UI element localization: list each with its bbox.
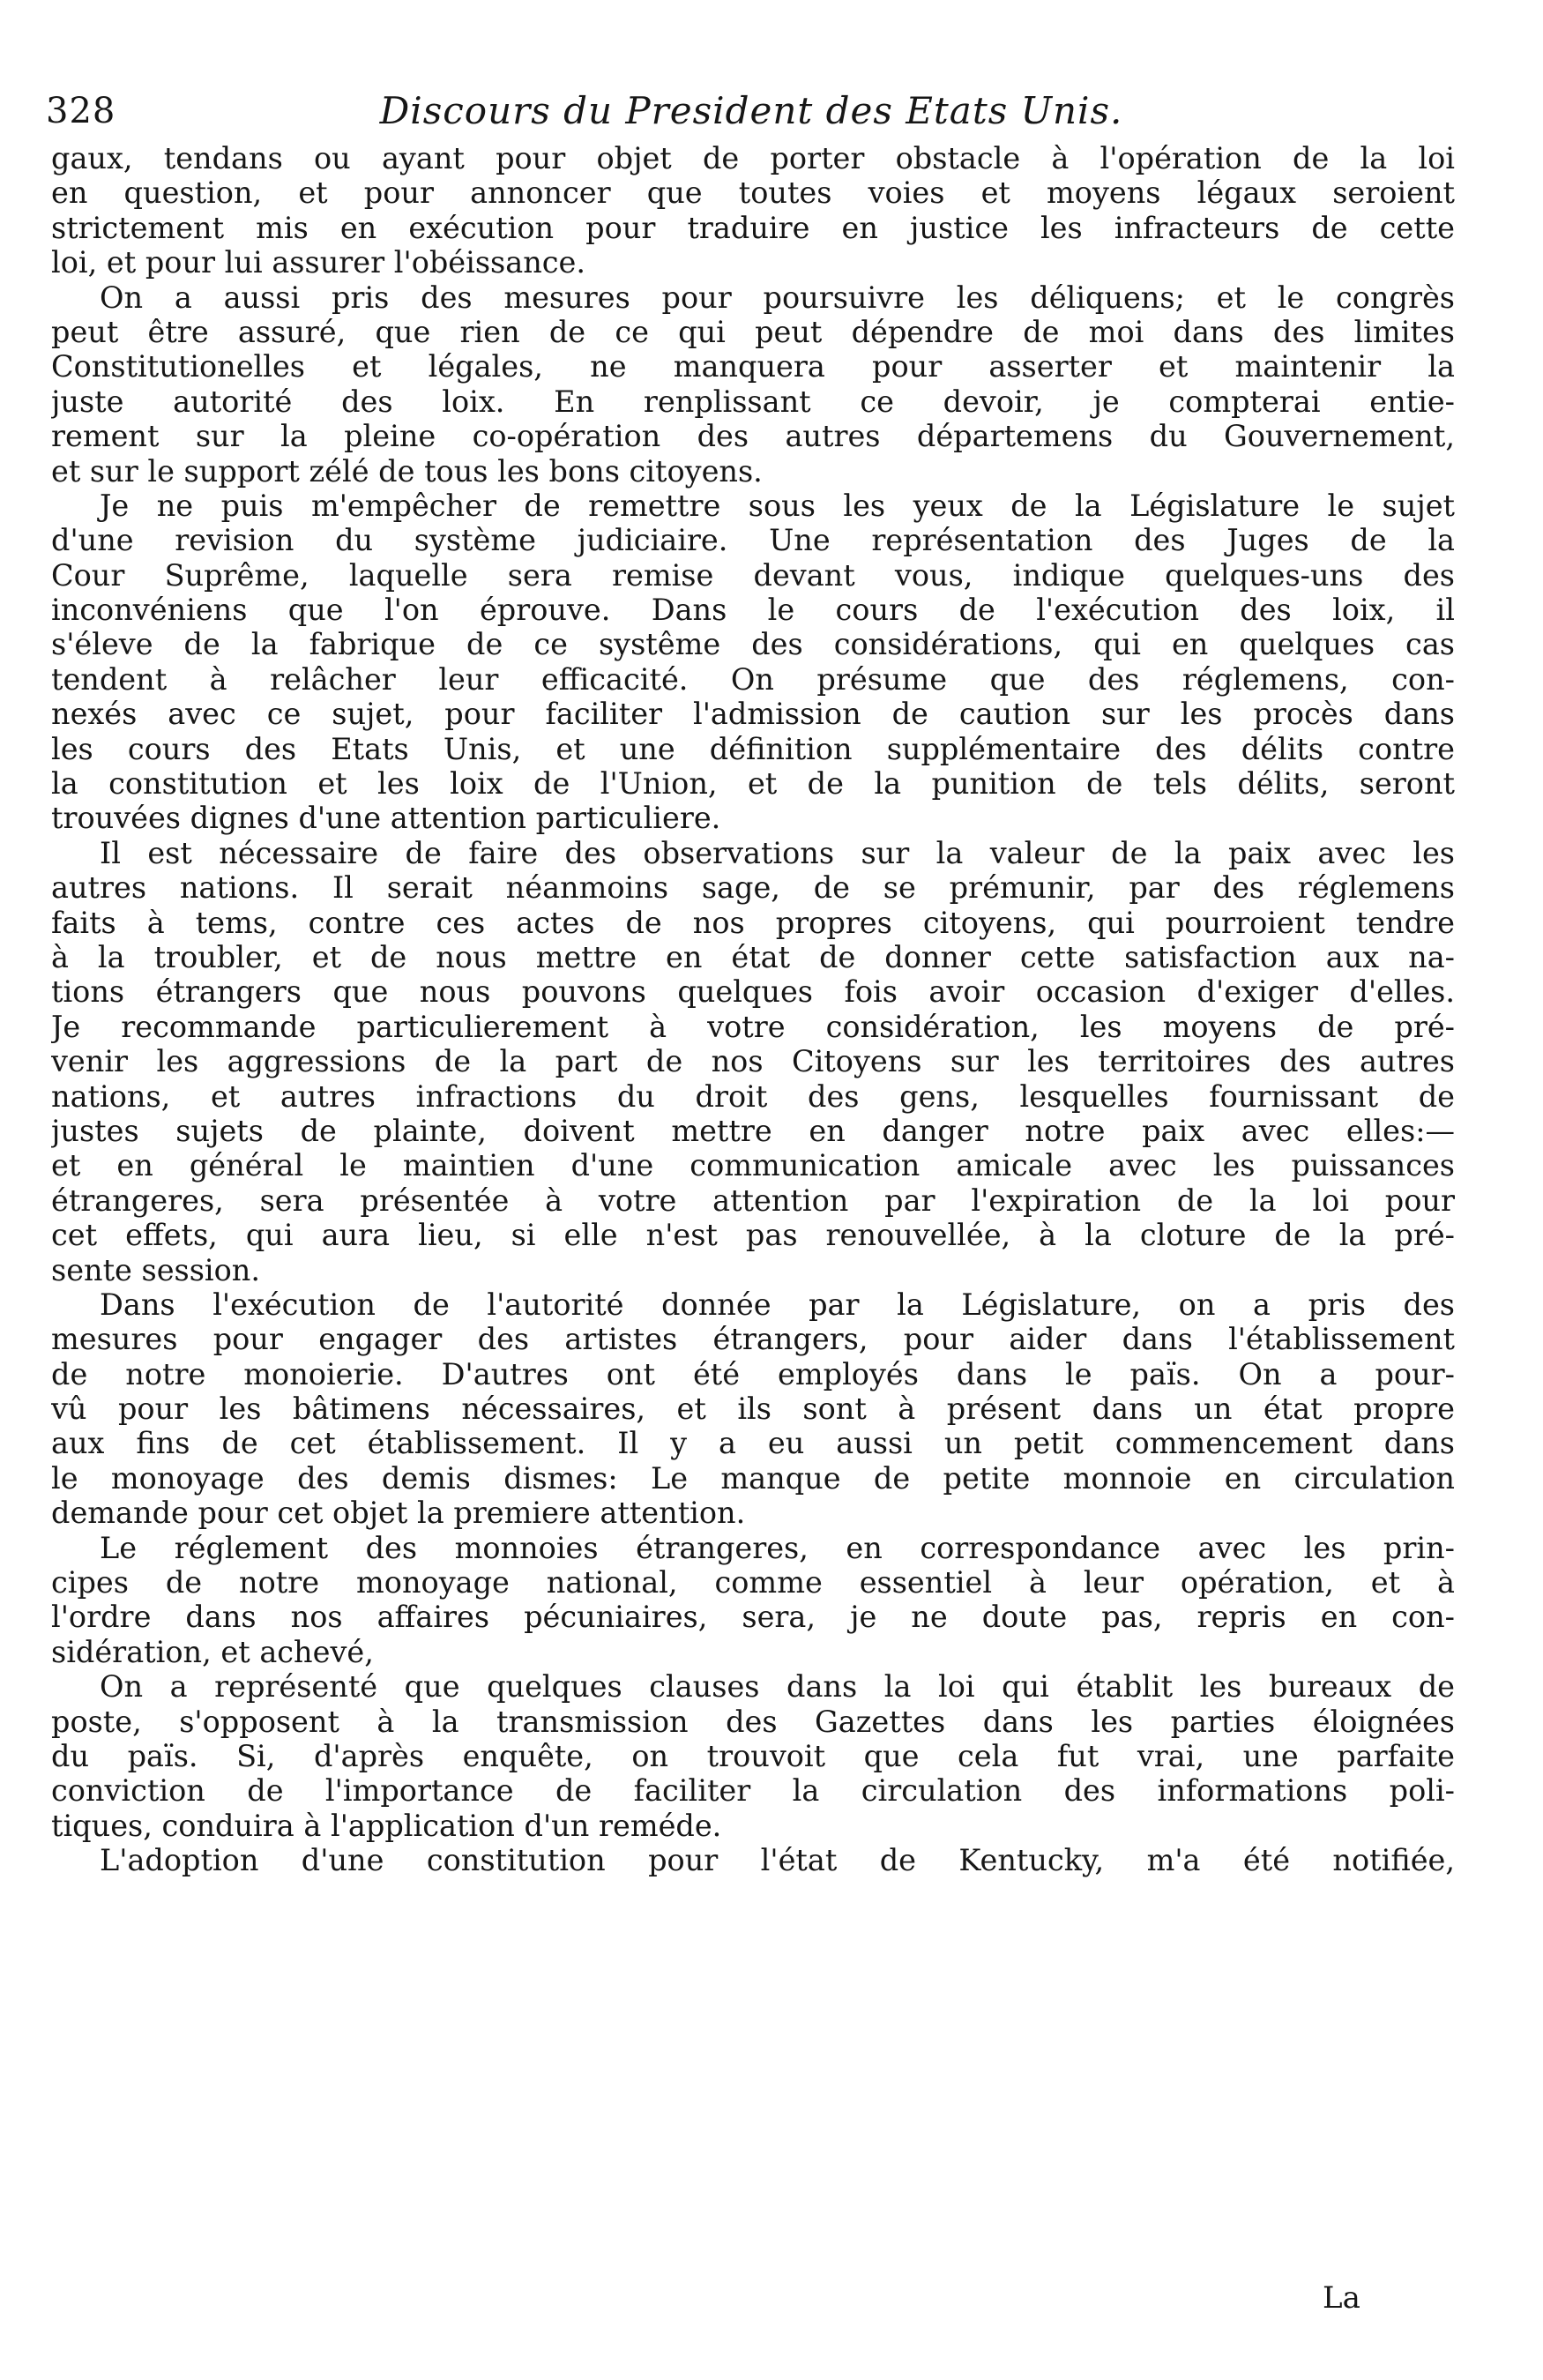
text-line: en question, et pour annoncer que toutes voies et moyens légaux seroient xyxy=(51,175,1455,211)
text-line: autres nations. Il serait néanmoins sage, de se prémunir, par des réglemens xyxy=(51,870,1455,906)
text-line: rement sur la pleine co-opération des autres départemens du Gouvernement, xyxy=(51,419,1455,454)
text-line: sidération, et achevé, xyxy=(51,1634,374,1669)
text-line: les cours des Etats Unis, et une définition supplémentaire des délits contre xyxy=(51,731,1455,766)
text-line: et sur le support zélé de tous les bons citoyens. xyxy=(51,453,763,489)
text-line: et en général le maintien d'une communication amicale avec les puissances xyxy=(51,1148,1455,1183)
text-line: étrangeres, sera présentée à votre attention par l'expiration de la loi pour xyxy=(51,1183,1455,1218)
running-title: Discours du President des Etats Unis. xyxy=(379,89,1123,132)
text-line: Je ne puis m'empêcher de remettre sous les yeux de la Législature le sujet xyxy=(100,488,1455,523)
text-line: s'éleve de la fabrique de ce systême des considérations, qui en quelques cas xyxy=(51,627,1455,662)
text-line: d'une revision du système judiciaire. Une représentation des Juges de la xyxy=(51,523,1455,558)
text-line: mesures pour engager des artistes étrangers, pour aider dans l'établissement xyxy=(51,1322,1455,1357)
text-line: poste, s'opposent à la transmission des Gazettes dans les parties éloignées xyxy=(51,1704,1455,1739)
text-line: cet effets, qui aura lieu, si elle n'est pas renouvellée, à la cloture de la pré- xyxy=(51,1218,1455,1253)
text-line: le monoyage des demis dismes: Le manque de petite monnoie en circulation xyxy=(51,1460,1455,1496)
text-line: conviction de l'importance de faciliter la circulation des informations poli- xyxy=(51,1773,1455,1809)
text-line: la constitution et les loix de l'Union, et de la punition de tels délits, seront xyxy=(51,766,1455,802)
catchword: La xyxy=(1323,2280,1360,2316)
text-line: strictement mis en exécution pour traduire en justice les infracteurs de cette xyxy=(51,210,1455,245)
text-line: Le réglement des monnoies étrangeres, en correspondance avec les prin- xyxy=(100,1530,1455,1565)
text-line: peut être assuré, que rien de ce qui peut dépendre de moi dans des limites xyxy=(51,314,1455,349)
text-line: vû pour les bâtimens nécessaires, et ils sont à présent dans un état propre xyxy=(51,1391,1455,1427)
text-line: faits à tems, contre ces actes de nos propres citoyens, qui pourroient tendre xyxy=(51,905,1455,940)
text-line: de notre monoierie. D'autres ont été employés dans le païs. On a pour- xyxy=(51,1356,1455,1391)
text-line: tions étrangers que nous pouvons quelques fois avoir occasion d'exiger d'elles. xyxy=(51,974,1455,1010)
text-line: Dans l'exécution de l'autorité donnée par la Législature, on a pris des xyxy=(100,1287,1455,1322)
text-line: justes sujets de plainte, doivent mettre en danger notre paix avec elles:— xyxy=(51,1113,1455,1148)
text-line: aux fins de cet établissement. Il y a eu aussi un petit commencement dans xyxy=(51,1426,1455,1461)
text-line: sente session. xyxy=(51,1252,261,1287)
text-line: On a aussi pris des mesures pour poursuivre les déliquens; et le congrès xyxy=(100,280,1455,315)
text-line: demande pour cet objet la premiere attention. xyxy=(51,1496,746,1531)
text-line: gaux, tendans ou ayant pour objet de porter obstacle à l'opération de la loi xyxy=(51,141,1455,175)
text-line: loi, et pour lui assurer l'obéissance. xyxy=(51,245,586,280)
text-line: trouvées dignes d'une attention particuliere. xyxy=(51,801,721,836)
text-line: Cour Suprême, laquelle sera remise devant vous, indique quelques-uns des xyxy=(51,557,1455,593)
text-line: nexés avec ce sujet, pour faciliter l'admission de caution sur les procès dans xyxy=(51,697,1455,732)
body-text xyxy=(51,141,1455,1878)
text-line: Il est nécessaire de faire des observations sur la valeur de la paix avec les xyxy=(100,835,1455,870)
page-number: 328 xyxy=(46,91,116,131)
text-line: On a représenté que quelques clauses dans la loi qui établit les bureaux de xyxy=(100,1669,1455,1705)
page-header xyxy=(46,85,1457,138)
text-line: l'ordre dans nos affaires pécuniaires, sera, je ne doute pas, repris en con- xyxy=(51,1600,1455,1635)
text-line: tiques, conduira à l'application d'un reméde. xyxy=(51,1808,722,1843)
text-line: à la troubler, et de nous mettre en état de donner cette satisfaction aux na- xyxy=(51,939,1455,974)
text-line: Je recommande particulierement à votre considération, les moyens de pré- xyxy=(51,1009,1455,1044)
text-line: L'adoption d'une constitution pour l'état de Kentucky, m'a été notifiée, xyxy=(100,1843,1455,1878)
text-line: nations, et autres infractions du droit des gens, lesquelles fournissant de xyxy=(51,1078,1455,1114)
text-line: Constitutionelles et légales, ne manquera pour asserter et maintenir la xyxy=(51,349,1455,384)
text-line: venir les aggressions de la part de nos Citoyens sur les territoires des autres xyxy=(51,1044,1455,1079)
text-line: du païs. Si, d'après enquête, on trouvoit que cela fut vrai, une parfaite xyxy=(51,1738,1455,1773)
text-line: inconvéniens que l'on éprouve. Dans le cours de l'exécution des loix, il xyxy=(51,593,1455,628)
text-line: tendent à relâcher leur efficacité. On présume que des réglemens, con- xyxy=(51,661,1455,697)
text-line: cipes de notre monoyage national, comme essentiel à leur opération, et à xyxy=(51,1565,1455,1600)
text-line: juste autorité des loix. En renplissant ce devoir, je compterai entie- xyxy=(51,384,1455,419)
